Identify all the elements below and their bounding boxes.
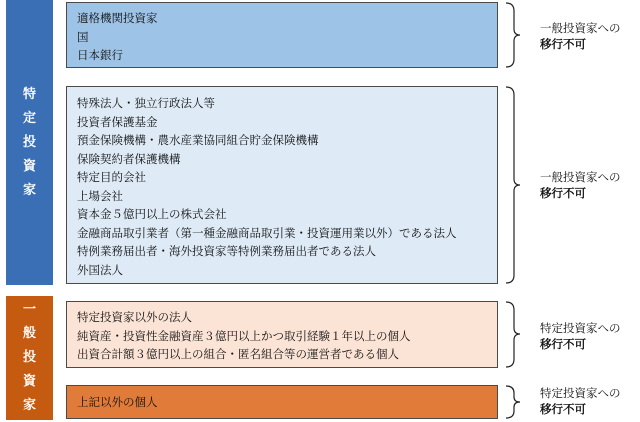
list-item: 外国法人 <box>77 262 123 277</box>
box-specified-corporations <box>66 86 498 284</box>
list-item: 預金保険機構・農水産業協同組合貯金保険機構 <box>77 133 319 147</box>
bracket-3 <box>506 301 518 368</box>
note-line-bold: 移行不可 <box>540 186 586 200</box>
category-char: 投 <box>22 350 36 365</box>
list-item: 純資産・投資性金融資産３億円以上かつ取引経験１年以上の個人 <box>77 328 411 343</box>
note-line: 特定投資家への <box>540 386 621 400</box>
category-char: 投 <box>22 134 36 150</box>
box-transferable-general <box>66 301 498 368</box>
note-line-bold: 移行不可 <box>540 402 586 416</box>
category-char: 般 <box>22 326 36 341</box>
list-item: 出資合計額３億円以上の組合・匿名組合等の運営者である個人 <box>77 347 399 361</box>
note-line-bold: 移行不可 <box>540 337 586 351</box>
note-line: 一般投資家への <box>540 170 621 184</box>
category-char: 定 <box>22 110 36 126</box>
list-item: 日本銀行 <box>77 48 123 62</box>
category-char: 特 <box>22 86 36 102</box>
note-2 <box>540 169 621 201</box>
list-item: 資本金５億円以上の株式会社 <box>77 207 227 221</box>
note-line-bold: 移行不可 <box>540 37 586 51</box>
list-item: 適格機関投資家 <box>77 11 158 25</box>
bracket-4 <box>506 385 518 419</box>
list-item: 投資者保護基金 <box>77 114 158 129</box>
box-other-individuals <box>66 385 498 419</box>
category-char: 資 <box>22 374 36 389</box>
list-item: 保険契約者保護機構 <box>77 151 181 166</box>
box-qualified-institutional <box>66 2 498 68</box>
note-line: 特定投資家への <box>540 321 621 335</box>
category-char: 資 <box>22 158 36 174</box>
category-char: 家 <box>22 182 36 198</box>
list-item: 特殊法人・独立行政法人等 <box>77 96 215 110</box>
list-item: 特例業務届出者・海外投資家等特例業務届出者である法人 <box>77 244 376 258</box>
category-char: 一 <box>22 302 36 317</box>
note-4 <box>540 385 621 417</box>
list-item: 上場会社 <box>77 188 123 203</box>
list-item: 特定目的会社 <box>77 170 146 184</box>
category-tokutei-toshika <box>6 0 53 285</box>
list-item: 上記以外の個人 <box>77 395 158 409</box>
list-item: 国 <box>77 29 89 44</box>
list-item: 金融商品取引業者（第一種金融商品取引業・投資運用業以外）である法人 <box>77 225 457 240</box>
note-3 <box>540 320 621 352</box>
bracket-2 <box>506 86 518 284</box>
category-ippan-toshika <box>6 296 53 420</box>
note-line: 一般投資家への <box>540 21 621 35</box>
bracket-1 <box>506 2 518 68</box>
category-char: 家 <box>22 398 36 413</box>
list-item: 特定投資家以外の法人 <box>77 310 192 324</box>
note-1 <box>540 20 621 52</box>
